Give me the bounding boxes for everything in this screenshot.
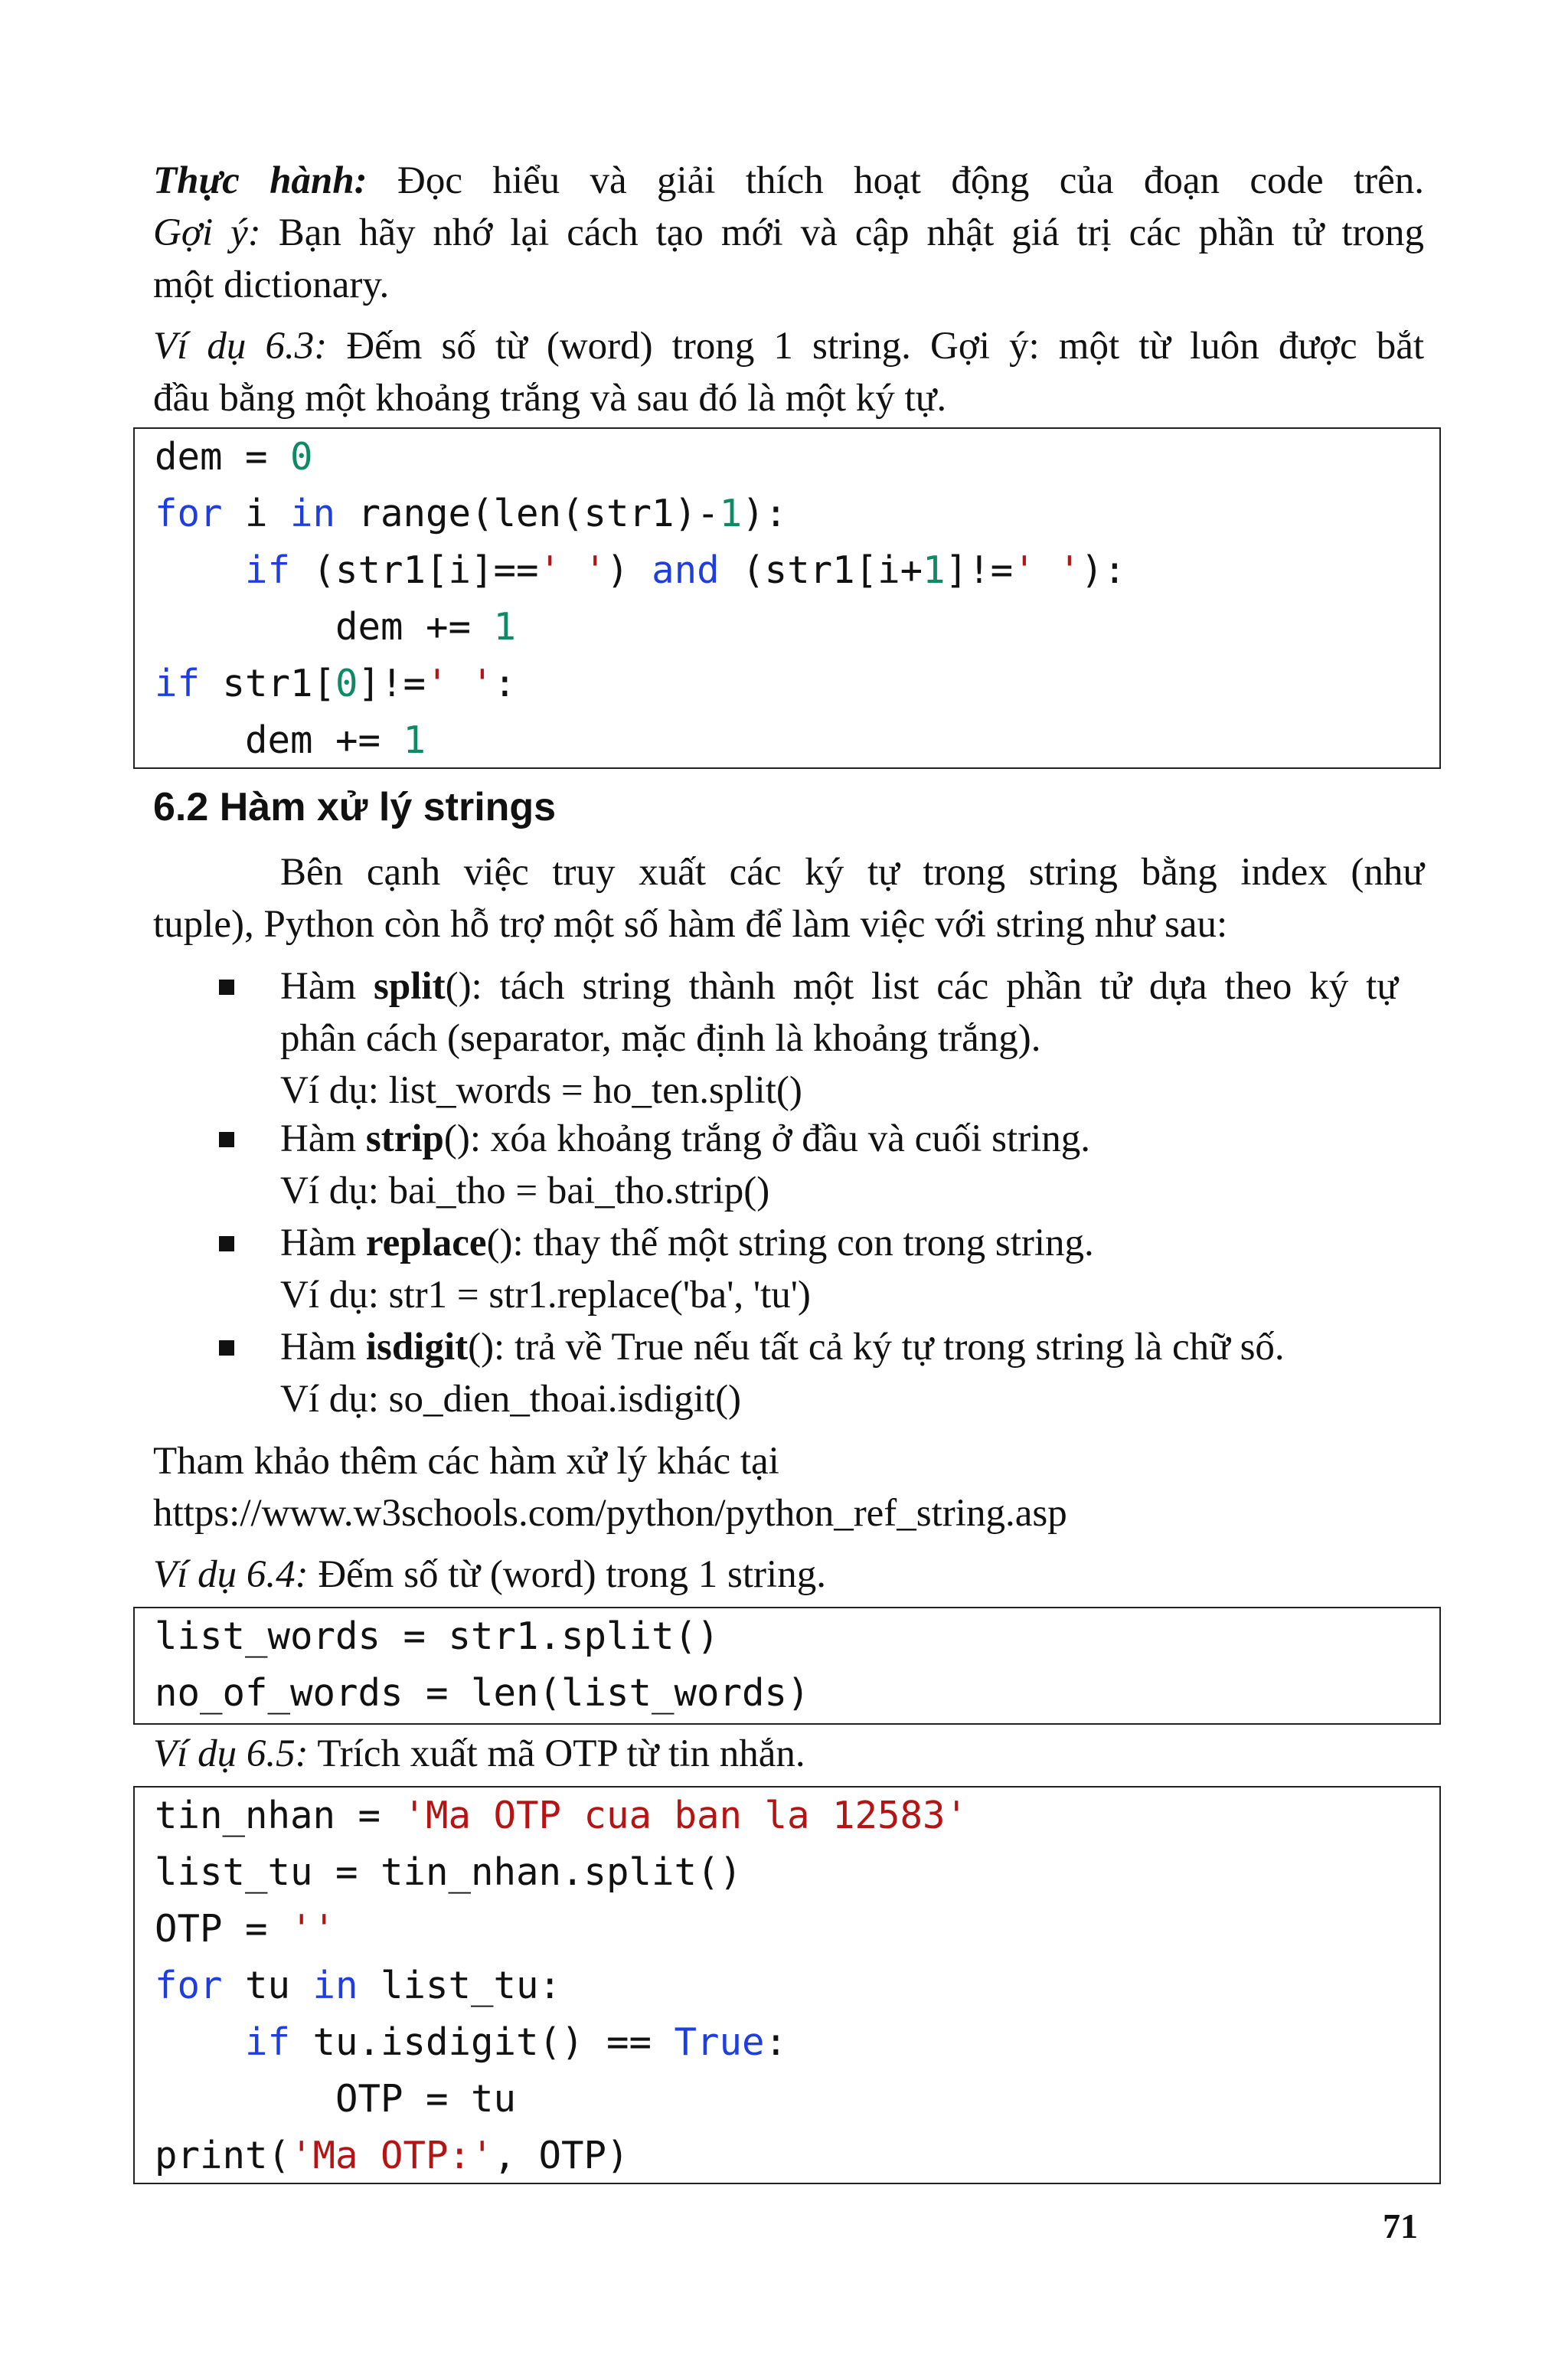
example-6-4-text: Đếm số từ (word) trong 1 string.: [318, 1553, 826, 1596]
bullet-split: Hàm split(): tách string thành một list các phần tử dựa theo ký tự: [280, 965, 1398, 1008]
practice-line-3: [153, 259, 389, 311]
bullet-replace-example: Ví dụ: str1 = str1.replace('ba', 'tu'): [280, 1274, 811, 1317]
page-number: 71: [1383, 2206, 1418, 2246]
hint-text-cont: một dictionary.: [153, 263, 390, 306]
function-name: replace: [365, 1222, 487, 1264]
bullet-strip-example: Ví dụ: bai_tho = bai_tho.strip(): [280, 1169, 770, 1212]
reference-text: Tham khảo thêm các hàm xử lý khác tại: [153, 1440, 779, 1483]
function-name: split: [374, 965, 446, 1008]
code-line: if str1[0]!=' ':: [155, 662, 517, 705]
bullet-marker: [219, 980, 234, 995]
bullet-marker: [219, 1340, 234, 1356]
code-line: for i in range(len(str1)-1):: [155, 492, 788, 535]
function-name: strip: [365, 1117, 444, 1160]
code-line: dem += 1: [155, 718, 426, 762]
code-line: for tu in list_tu:: [155, 1964, 562, 2007]
bullet-isdigit: Hàm isdigit(): trả về True nếu tất cả ký tự trong string là chữ số.: [280, 1326, 1285, 1369]
code-line: list_words = str1.split(): [155, 1614, 720, 1658]
bullet-split-example: Ví dụ: list_words = ho_ten.split(): [280, 1069, 802, 1112]
example-6-5-label: Ví dụ 6.5:: [153, 1732, 309, 1775]
example-6-4-label: Ví dụ 6.4:: [153, 1553, 309, 1596]
example-6-5-caption: [153, 1728, 805, 1780]
code-line: print('Ma OTP:', OTP): [155, 2134, 629, 2177]
intro-text-cont: tuple), Python còn hỗ trợ một số hàm để làm việc với string như sau:: [153, 903, 1228, 946]
bullet-strip: Hàm strip(): xóa khoảng trắng ở đầu và cuối string.: [280, 1117, 1091, 1160]
example-6-3-line-1: [153, 320, 1424, 372]
bullet-split-cont: phân cách (separator, mặc định là khoảng trắng).: [280, 1017, 1041, 1060]
example-6-3-label: Ví dụ 6.3:: [153, 325, 328, 368]
code-line: OTP = '': [155, 1907, 336, 1951]
practice-label: Thực hành:: [153, 159, 368, 202]
example-6-4-caption: [153, 1549, 826, 1601]
example-6-3-text-cont: đầu bằng một khoảng trắng và sau đó là một ký tự.: [153, 377, 947, 420]
bullet-isdigit-example: Ví dụ: so_dien_thoai.isdigit(): [280, 1378, 742, 1421]
bullet-marker: [219, 1236, 234, 1251]
code-line: dem += 1: [155, 605, 517, 649]
code-line: if (str1[i]==' ') and (str1[i+1]!=' '):: [245, 548, 1126, 592]
code-block-6-3: [133, 427, 1441, 769]
intro-line-2: [153, 898, 1227, 950]
example-6-3-text: Đếm số từ (word) trong 1 string. Gợi ý: một từ luôn được bắt: [346, 325, 1424, 368]
practice-text: Đọc hiểu và giải thích hoạt động của đoạn code trên.: [397, 159, 1424, 202]
code-line: list_tu = tin_nhan.split(): [155, 1850, 743, 1894]
example-6-5-text: Trích xuất mã OTP từ tin nhắn.: [317, 1732, 805, 1775]
code-line: tin_nhan = 'Ma OTP cua ban la 12583': [155, 1794, 969, 1837]
code-block-6-5: [133, 1786, 1441, 2184]
intro-text: Bên cạnh việc truy xuất các ký tự trong string bằng index (như: [280, 851, 1424, 894]
hint-text: Bạn hãy nhớ lại cách tạo mới và cập nhật giá trị các phần tử trong: [278, 211, 1425, 254]
code-line: dem = 0: [155, 435, 313, 479]
practice-line-2: [153, 207, 1424, 259]
bullet-replace: Hàm replace(): thay thế một string con trong string.: [280, 1222, 1094, 1264]
section-heading: 6.2 Hàm xử lý strings: [153, 785, 557, 829]
bullet-marker: [219, 1132, 234, 1147]
code-line: if tu.isdigit() == True:: [245, 2020, 788, 2064]
intro-line-1: [280, 846, 1424, 898]
reference-url[interactable]: https://www.w3schools.com/python/python_ref_string.asp: [153, 1492, 1067, 1535]
example-6-3-line-2: [153, 372, 946, 424]
function-name: isdigit: [365, 1326, 469, 1369]
practice-line-1: [153, 155, 1424, 207]
hint-label: Gợi ý:: [153, 211, 261, 254]
code-line: no_of_words = len(list_words): [155, 1671, 810, 1715]
code-line: OTP = tu: [155, 2077, 517, 2121]
code-block-6-4: [133, 1607, 1441, 1725]
